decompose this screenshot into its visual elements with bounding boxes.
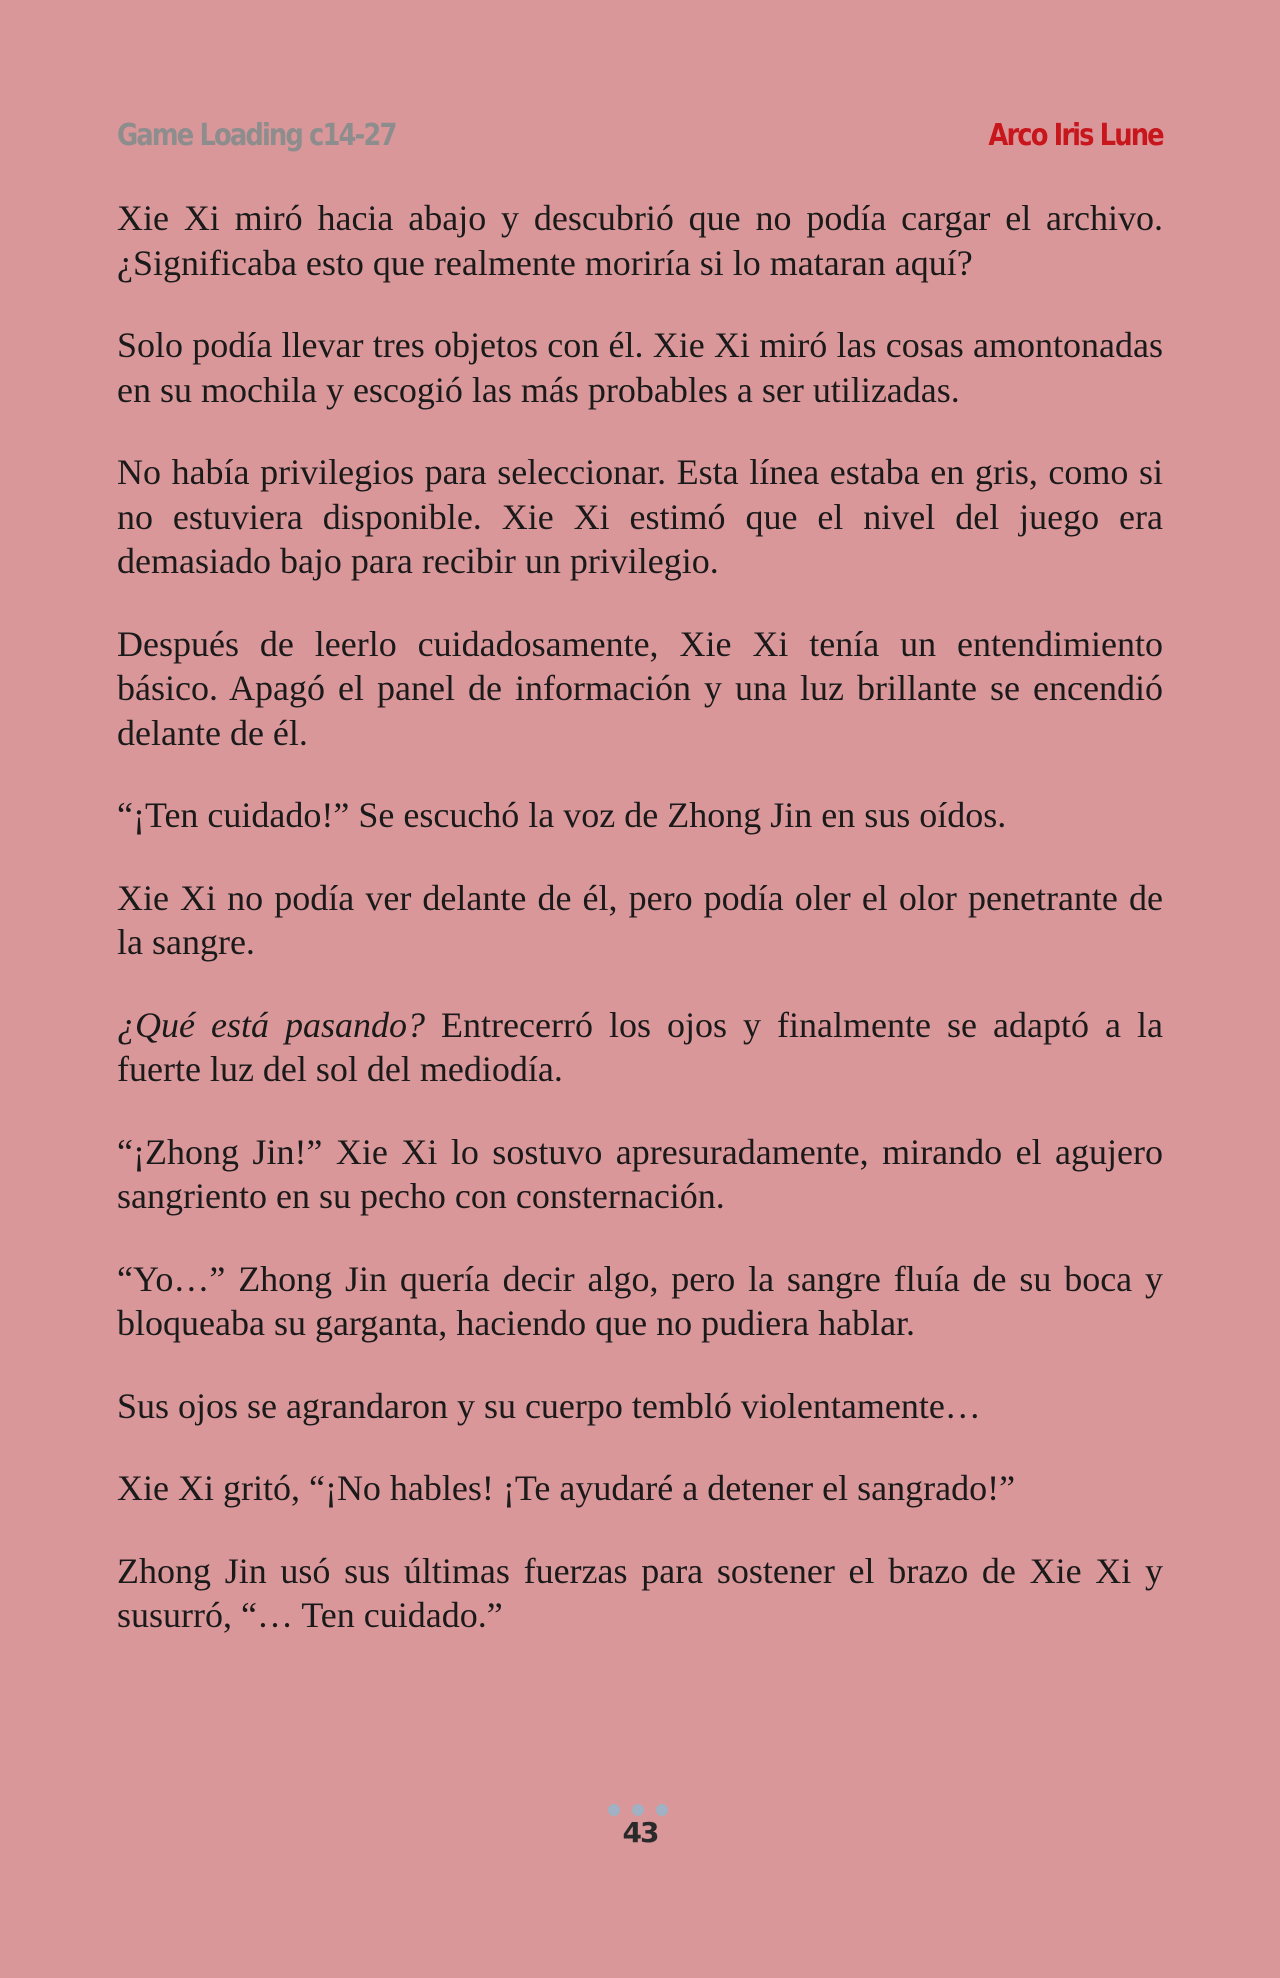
paragraph-4: Después de leerlo cuidadosamente, Xie Xi tenía un entendimiento básico. Apagó el panel de información y una luz brillante se encendió delante de él.	[117, 623, 1163, 753]
ornament-dot	[656, 1804, 668, 1816]
paragraph-1: Xie Xi miró hacia abajo y descubrió que no podía cargar el archivo. ¿Significaba esto que realmente moriría si lo mataran aquí?	[117, 198, 1163, 283]
paragraph-10: Sus ojos se agrandaron y su cuerpo tembló violentamente…	[117, 1385, 981, 1426]
paragraph-6: Xie Xi no podía ver delante de él, pero podía oler el olor penetrante de la sangre.	[117, 877, 1163, 962]
ornament-dot	[632, 1804, 644, 1816]
paragraph-12: Zhong Jin usó sus últimas fuerzas para sostener el brazo de Xie Xi y susurró, “… Ten cuidado.”	[117, 1550, 1163, 1635]
chapter-body	[117, 196, 1163, 1676]
paragraph-11: Xie Xi gritó, “¡No hables! ¡Te ayudaré a detener el sangrado!”	[117, 1468, 1016, 1508]
paragraph-9: “Yo…” Zhong Jin quería decir algo, pero la sangre fluía de su boca y bloqueaba su garganta, haciendo que no pudiera hablar.	[117, 1258, 1163, 1343]
ornament-dot	[608, 1804, 620, 1816]
paragraph-7-thought: ¿Qué está pasando?	[117, 1004, 426, 1045]
page-number: 43	[622, 1816, 658, 1849]
translator-credit: Arco Iris Lune	[988, 118, 1163, 153]
paragraph-7	[117, 1003, 1163, 1092]
paragraph-3: No había privilegios para seleccionar. Esta línea estaba en gris, como si no estuviera disponible. Xie Xi estimó que el nivel del juego era demasiado bajo para recibir un privilegio.	[117, 452, 1163, 581]
paragraph-5: “¡Ten cuidado!” Se escuchó la voz de Zhong Jin en sus oídos.	[117, 795, 1007, 835]
paragraph-8: “¡Zhong Jin!” Xie Xi lo sostuvo apresuradamente, mirando el agujero sangriento en su pecho con consternación.	[117, 1131, 1163, 1216]
page-header	[117, 118, 1163, 168]
paragraph-7-text: Entrecerró los ojos y finalmente se adaptó a la fuerte luz del sol del mediodía.	[117, 1004, 1163, 1089]
paragraph-2: Solo podía llevar tres objetos con él. Xie Xi miró las cosas amontonadas en su mochila y escogió las más probables a ser utilizadas.	[117, 325, 1163, 410]
book-title: Game Loading c14-27	[117, 118, 396, 153]
